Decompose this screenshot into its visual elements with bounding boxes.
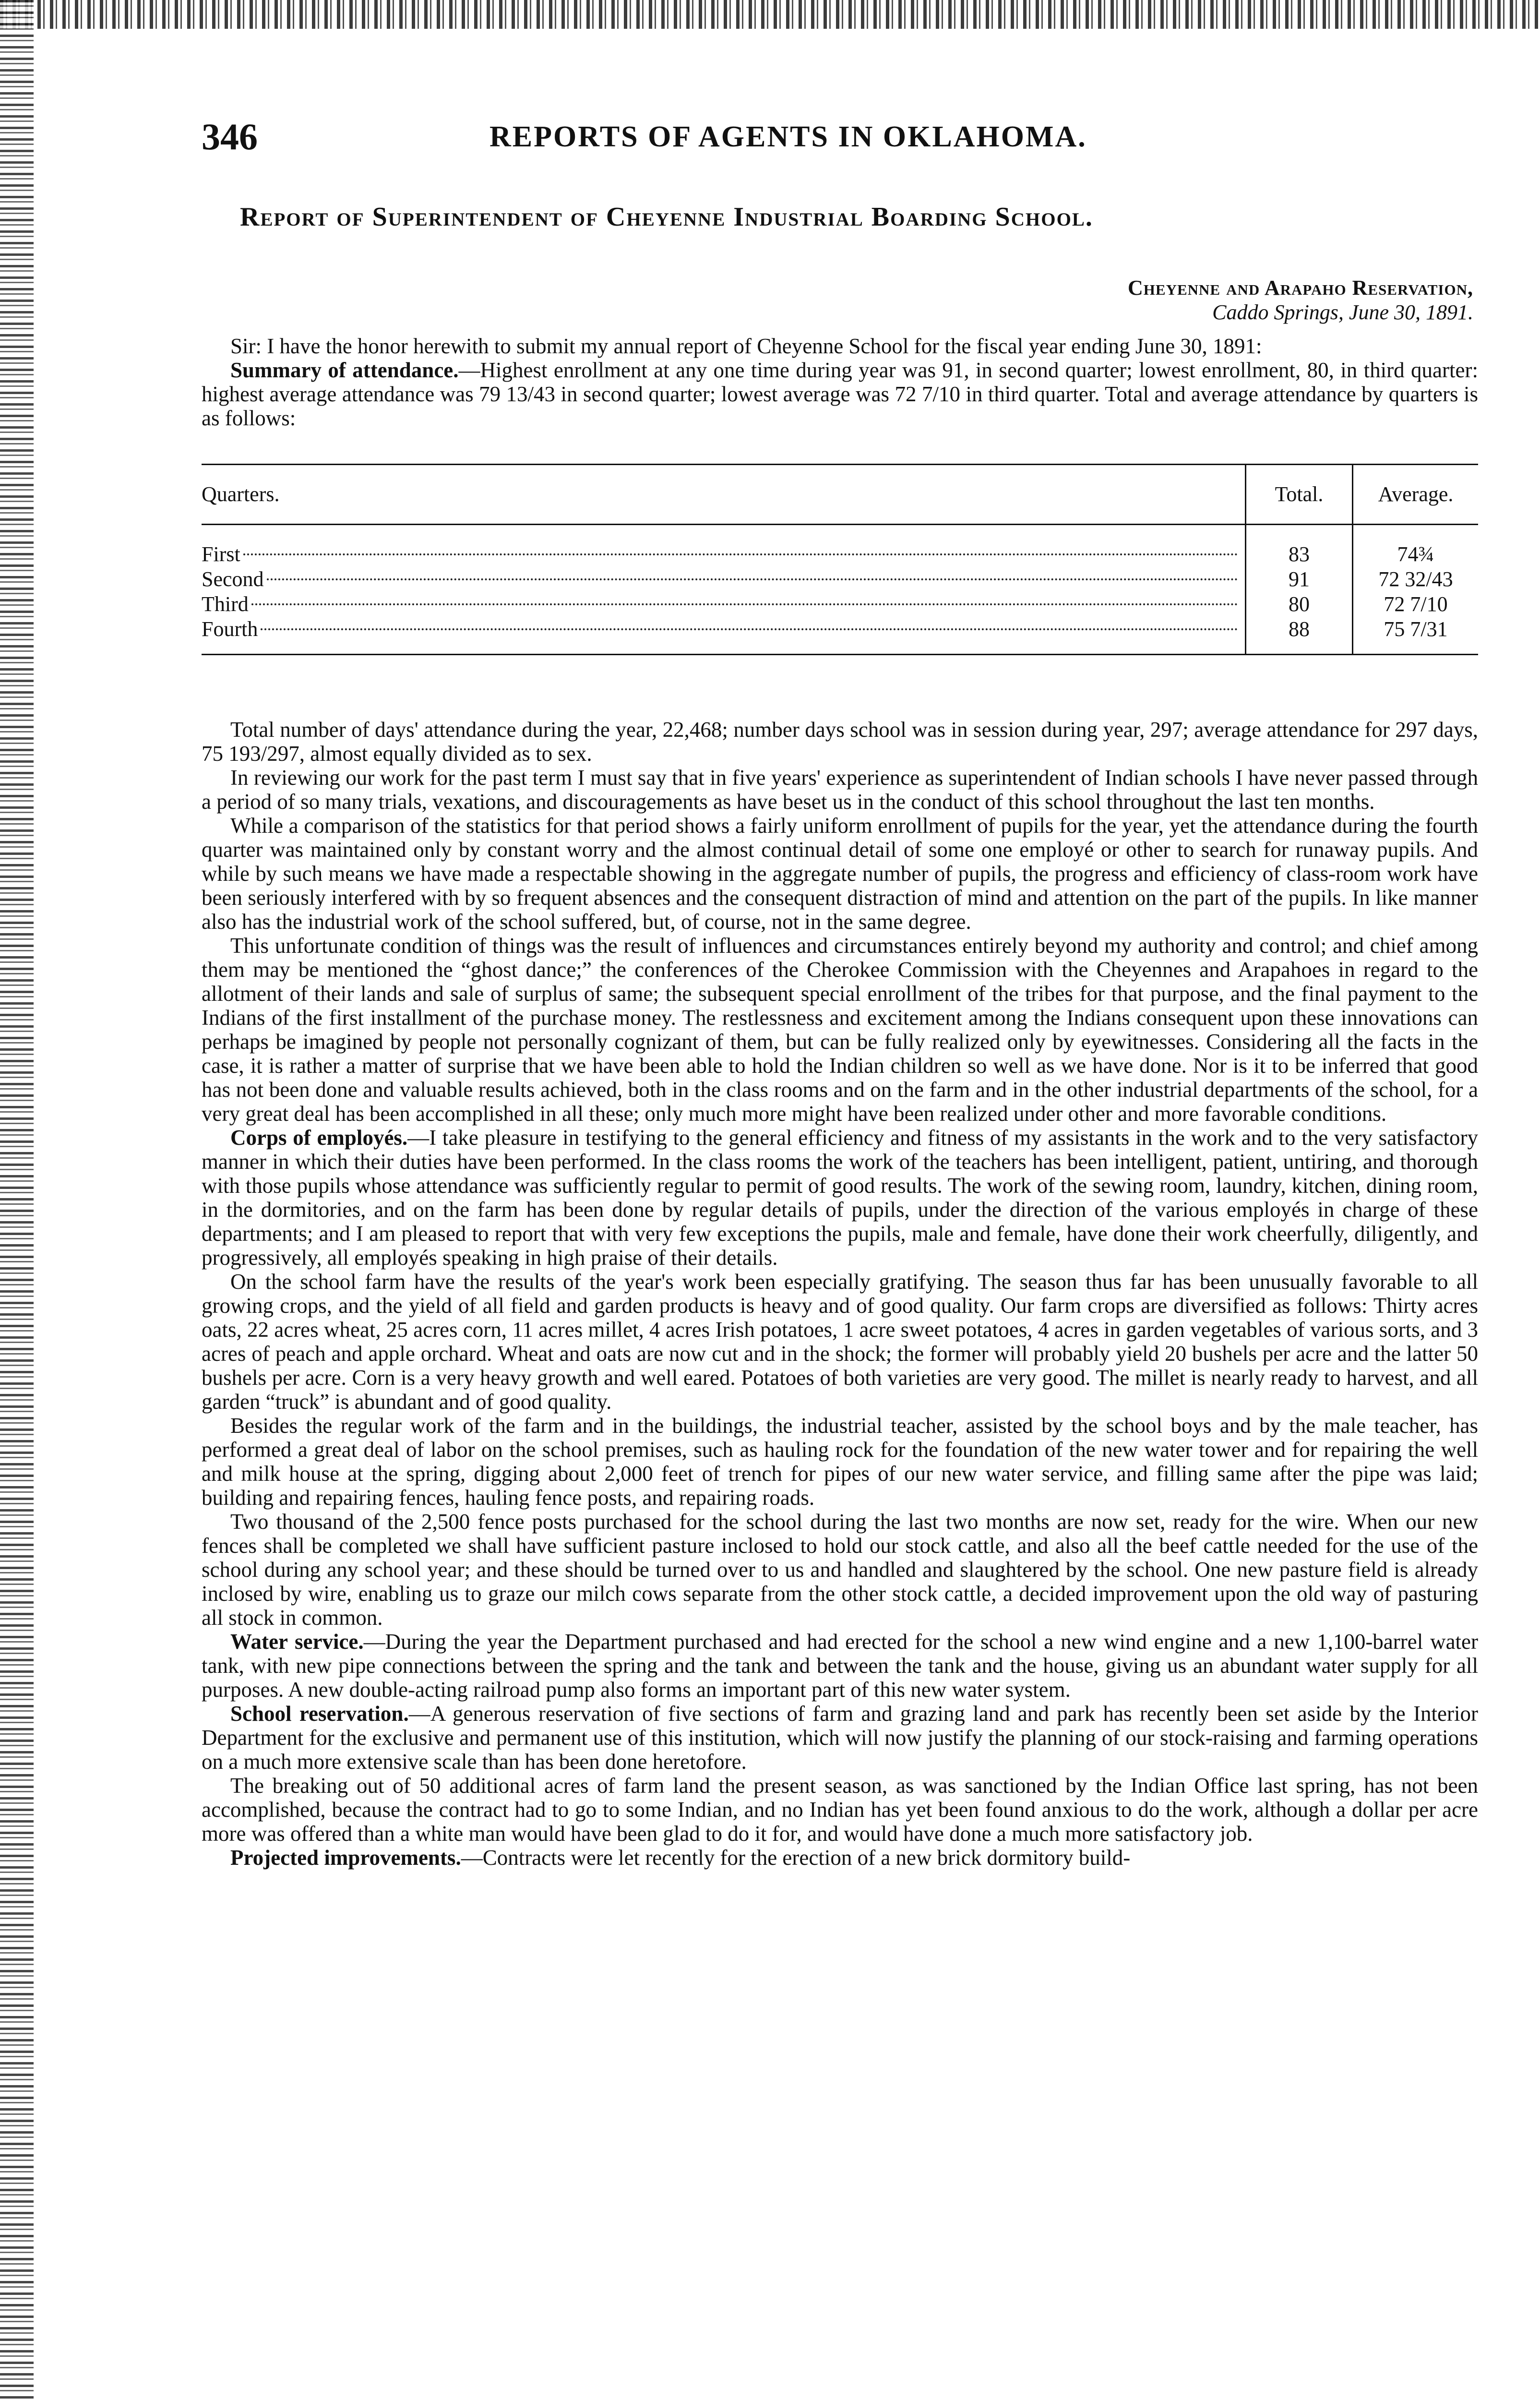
- header-quarters: Quarters.: [202, 465, 1246, 525]
- quarter-label: Second: [202, 567, 264, 591]
- summary-heading: Summary of attendance.: [230, 358, 459, 382]
- report-title: Report of Superintendent of Cheyenne Industrial Boarding School.: [240, 202, 1093, 232]
- running-title: REPORTS OF AGENTS IN OKLAHOMA.: [489, 120, 1087, 153]
- table-header-row: [202, 465, 1478, 525]
- body-paragraph: [202, 814, 1478, 934]
- paragraph-text: —During the year the Department purchased and had erected for the school a new wind engine and a new 1,100-barrel water tank, with new pipe connections between the spring and the tank and between the tank and the house, giving us an abundant water supply for all purposes. A new double-acting railroad pump also forms an important part of this new water system.: [202, 1630, 1479, 1702]
- quarter-cell: [202, 616, 1246, 655]
- table-row: [202, 591, 1478, 616]
- quarter-label: Fourth: [202, 617, 258, 641]
- paragraph-heading: Corps of employés.: [230, 1126, 408, 1150]
- page-number: 346: [202, 116, 258, 157]
- average-cell: 72 32/43: [1353, 566, 1479, 591]
- paragraph-text: In reviewing our work for the past term I must say that in five years' experience as superintendent of Indian schools I have never passed through a period of so many trials, vexations, and discouragements as have beset us in the conduct of this school throughout the last ten months.: [202, 766, 1478, 814]
- paragraph-text: Total number of days' attendance during the year, 22,468; number days school was in session during year, 297; average attendance for 297 days, 75 193/297, almost equally divided as to sex.: [202, 718, 1478, 766]
- quarter-cell: [202, 566, 1246, 591]
- report-body: [202, 334, 1478, 1870]
- average-cell: 75 7/31: [1353, 616, 1479, 655]
- paragraph-text: —Contracts were let recently for the erection of a new brick dormitory build-: [461, 1846, 1131, 1870]
- total-cell: 91: [1246, 566, 1353, 591]
- document-page: [202, 115, 1478, 1870]
- header-average: Average.: [1353, 465, 1479, 525]
- scan-edge-top: [0, 0, 1540, 29]
- dateline: [202, 276, 1478, 324]
- quarter-cell: [202, 591, 1246, 616]
- total-cell: 83: [1246, 525, 1353, 567]
- body-paragraph: [202, 1774, 1478, 1846]
- quarter-label: First: [202, 542, 240, 566]
- running-head: [202, 115, 1478, 168]
- body-paragraph: [202, 1270, 1478, 1414]
- body-paragraph: [202, 934, 1478, 1126]
- paragraph-text: The breaking out of 50 additional acres of farm land the present season, as was sanctioned by the Indian Office last spring, has not been accomplished, because the contract had to go to some Indian, and no Indian has yet been found anxious to do the work, although a dollar per acre more was offered than a white man would have been glad to do it for, and would have done a much more satisfactory job.: [202, 1774, 1478, 1846]
- total-cell: 88: [1246, 616, 1353, 655]
- body-paragraph: [202, 1846, 1478, 1870]
- salutation: Sir: I have the honor herewith to submit my annual report of Cheyenne School for the fiscal year ending June 30, 1891:: [230, 334, 1262, 358]
- body-paragraph: [202, 1414, 1478, 1510]
- average-cell: 74¾: [1353, 525, 1479, 567]
- total-cell: 80: [1246, 591, 1353, 616]
- dot-leader: [267, 578, 1238, 580]
- body-paragraph: [202, 718, 1478, 766]
- paragraph-text: Besides the regular work of the farm and in the buildings, the industrial teacher, assisted by the school boys and by the male teacher, has performed a great deal of labor on the school premises, such as hauling rock for the foundation of the new water tower and for repairing the well and milk house at the spring, digging about 2,000 feet of trench for pipes of our new water service, and filling same after the pipe was laid; building and repairing fences, hauling fence posts, and repairing roads.: [202, 1414, 1478, 1510]
- paragraph-text: Two thousand of the 2,500 fence posts purchased for the school during the last two months are now set, ready for the wire. When our new fences shall be completed we shall have sufficient pasture inclosed to hold our stock cattle, and also all the beef cattle needed for the use of the school during any school year; and these should be turned over to us and handled and slaughtered by the school. One new pasture field is already inclosed by wire, enabling us to graze our milch cows separate from the other stock cattle, a decided improvement upon the old way of pasturing all stock in common.: [202, 1510, 1478, 1630]
- paragraph-heading: School reservation.: [230, 1702, 409, 1726]
- body-paragraph: [202, 1630, 1478, 1702]
- body-paragraph: [202, 1126, 1478, 1270]
- paragraph-text: —I take pleasure in testifying to the general efficiency and fitness of my assistants in the work and to the very satisfactory manner in which their duties have been performed. In the class rooms the work of the teachers has been intelligent, patient, untiring, and thorough with those pupils whose attendance was sufficiently regular to permit of good results. The work of the sewing room, laundry, kitchen, dining room, in the dormitories, and on the farm has been done by regular details of pupils, under the direction of the various employés in charge of these departments; and I am pleased to report that with very few exceptions the pupils, male and female, have done their work cheerfully, diligently, and progressively, all employés speaking in high praise of their details.: [202, 1126, 1479, 1270]
- scan-edge-left: [0, 0, 34, 2400]
- dot-leader: [243, 553, 1238, 555]
- table-row: [202, 616, 1478, 655]
- dot-leader: [251, 603, 1238, 605]
- body-paragraph: [202, 1510, 1478, 1630]
- table-row: [202, 566, 1478, 591]
- body-paragraph: [202, 1702, 1478, 1774]
- paragraph-heading: Projected improvements.: [230, 1846, 461, 1870]
- quarter-label: Third: [202, 592, 249, 616]
- paragraph-text: —A generous reservation of five sections of farm and grazing land and park has recently been set aside by the Interior Department for the exclusive and permanent use of this institution, which will now justify the planning of our stock-raising and farming operations on a much more extensive scale than has been done heretofore.: [202, 1702, 1478, 1774]
- table-row: [202, 525, 1478, 567]
- attendance-table: [202, 464, 1478, 655]
- average-cell: 72 7/10: [1353, 591, 1479, 616]
- paragraph-text: On the school farm have the results of the year's work been especially gratifying. The season thus far has been unusually favorable to all growing crops, and the yield of all field and garden products is heavy and of good quality. Our farm crops are diversified as follows: Thirty acres oats, 22 acres wheat, 25 acres corn, 11 acres millet, 4 acres Irish potatoes, 1 acre sweet potatoes, 4 acres in garden vegetables of various sorts, and 3 acres of peach and apple orchard. Wheat and oats are now cut and in the shock; the former will probably yield 20 bushels per acre and the latter 50 bushels per acre. Corn is a very heavy growth and well eared. Potatoes of both varieties are very good. The millet is nearly ready to harvest, and all garden “truck” is abundant and of good quality.: [202, 1270, 1478, 1414]
- quarter-cell: [202, 525, 1246, 567]
- dateline-date: Caddo Springs, June 30, 1891.: [1212, 300, 1473, 324]
- paragraph-text: While a comparison of the statistics for that period shows a fairly uniform enrollment of pupils for the year, yet the attendance during the fourth quarter was maintained only by constant worry and the almost continual detail of some one employé or other to search for runaway pupils. And while by such means we have made a respectable showing in the aggregate number of pupils, the progress and efficiency of class-room work have been seriously interfered with by so frequent absences and the consequent distraction of mind and attention on the part of the pupils. In like manner also has the industrial work of the school suffered, but, of course, not in the same degree.: [202, 814, 1478, 934]
- paragraph-heading: Water service.: [230, 1630, 364, 1654]
- dateline-place: Cheyenne and Arapaho Reservation,: [1128, 276, 1473, 300]
- summary-text: —Highest enrollment at any one time during year was 91, in second quarter; lowest enrollment, 80, in third quarter: highest average attendance was 79 13/43 in second quarter; lowest average was 72 7/10 in third quarter. Total and average attendance by quarters is as follows:: [202, 358, 1478, 430]
- dot-leader: [261, 628, 1238, 630]
- body-paragraph: [202, 766, 1478, 814]
- summary-paragraph: [202, 358, 1478, 430]
- header-total: Total.: [1246, 465, 1353, 525]
- paragraph-text: This unfortunate condition of things was the result of influences and circumstances entirely beyond my authority and control; and chief among them may be mentioned the “ghost dance;” the conferences of the Cherokee Commission with the Cheyennes and Arapahoes in regard to the allotment of their lands and sale of surplus of same; the subsequent special enrollment of the tribes for that purpose, and the final payment to the Indians of the first installment of the purchase money. The restlessness and excitement among the Indians consequent upon these innovations can perhaps be imagined by people not personally cognizant of them, but can be fully realized only by eyewitnesses. Considering all the facts in the case, it is rather a matter of surprise that we have been able to hold the Indian children so well as we have done. Nor is it to be inferred that good has not been done and valuable results achieved, both in the class rooms and on the farm and in the other industrial departments of the school, for a very great deal has been accomplished in all these; only much more might have been realized under other and more favorable conditions.: [202, 934, 1478, 1126]
